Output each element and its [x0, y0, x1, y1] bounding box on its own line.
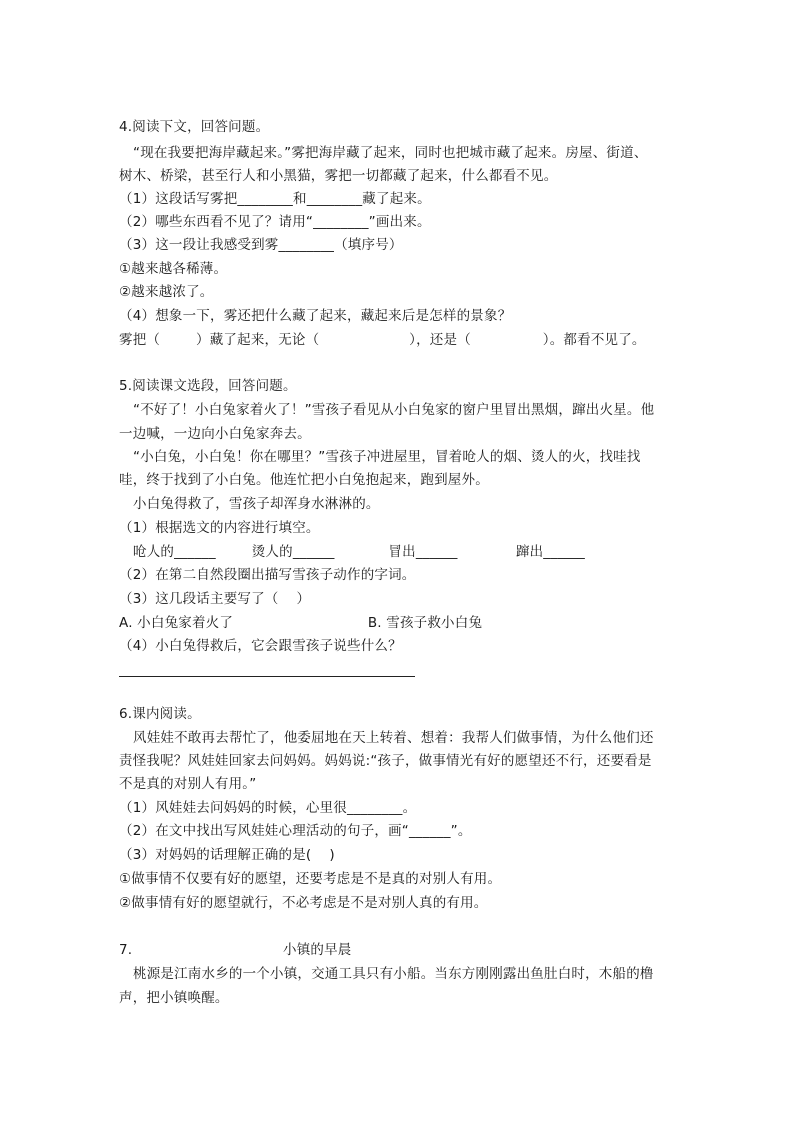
q5-subquestion-4: （4）小白兔得救后，它会跟雪孩子说些什么？ [119, 638, 402, 654]
q6-passage-line2: 责怪我呢？风娃娃回家去问妈妈。妈妈说:“孩子，做事情光有好的愿望还不行，还要看是 [119, 753, 652, 769]
q6-title: 6.课内阅读。 [119, 706, 201, 722]
q4-fill-sentence: 雾把（ ）藏了起来，无论（ ），还是（ ）。都看不见了。 [119, 332, 646, 348]
q4-passage-line1: “现在我要把海岸藏起来。”雾把海岸藏了起来，同时也把城市藏了起来。房屋、街道、 [133, 145, 648, 161]
q5-subquestion-2: （2）在第二自然段圈出描写雪孩子动作的字词。 [119, 567, 416, 583]
q6-subquestion-2: （2）在文中找出写风娃娃心理活动的句子，画“______”。 [119, 823, 472, 839]
q7-passage-line1: 桃源是江南水乡的一个小镇，交通工具只有小船。当东方刚刚露出鱼肚白时，木船的橹 [133, 966, 654, 982]
q4-subquestion-2: （2）哪些东西看不见了？请用“________”画出来。 [119, 214, 431, 230]
q5-title: 5.阅读课文选段，回答问题。 [119, 378, 297, 394]
q4-subquestion-3: （3）这一段让我感受到雾________（填序号） [119, 237, 403, 253]
q5-subquestion-3: （3）这几段话主要写了（ ） [119, 591, 311, 607]
q5-passage-line2: 一边喊，一边向小白兔家奔去。 [119, 426, 311, 442]
q5-subquestion-1: （1）根据选文的内容进行填空。 [119, 520, 320, 536]
q7-number: 7. [119, 942, 133, 958]
q4-passage-line2: 树木、桥梁，甚至行人和小黑猫，雾把一切都藏了起来，什么都看不见。 [119, 168, 558, 184]
q6-option-1: ①做事情不仅要有好的愿望，还要考虑是不是真的对别人有用。 [119, 871, 502, 887]
q4-option-1: ①越来越各稀薄。 [119, 261, 228, 277]
q7-title: 小镇的早晨 [283, 942, 352, 958]
q4-option-2: ②越来越浓了。 [119, 284, 214, 300]
q6-option-2: ②做事情有好的愿望就行，不必考虑是不是对别人真的有用。 [119, 895, 488, 911]
q5-passage-line3: “小白兔，小白兔！你在哪里？”雪孩子冲进屋里，冒着呛人的烟、烫人的火，找哇找 [133, 449, 641, 465]
q5-options: A. 小白兔家着火了 B. 雪孩子救小白兔 [119, 615, 483, 631]
q5-fill-blanks: 呛人的______ 烫人的______ 冒出______ 蹿出______ [133, 544, 586, 560]
q4-subquestion-1: （1）这段话写雾把________和________藏了起来。 [119, 191, 431, 207]
q6-passage-line1: 风娃娃不敢再去帮忙了，他委屈地在天上转着、想着：我帮人们做事情，为什么他们还 [133, 730, 654, 746]
q6-subquestion-1: （1）风娃娃去问妈妈的时候，心里很________。 [119, 800, 417, 816]
q5-passage-line5: 小白兔得救了，雪孩子却浑身水淋淋的。 [133, 496, 380, 512]
q4-subquestion-4: （4）想象一下，雾还把什么藏了起来，藏起来后是怎样的景象？ [119, 308, 512, 324]
q6-passage-line3: 不是真的对别人有用。” [119, 776, 257, 792]
q5-passage-line4: 哇，终于找到了小白兔。他连忙把小白兔抱起来，跑到屋外。 [119, 472, 489, 488]
q4-title: 4.阅读下文，回答问题。 [119, 119, 270, 135]
q7-passage-line2: 声，把小镇唤醒。 [119, 990, 229, 1006]
answer-line [119, 676, 415, 677]
q6-subquestion-3: （3）对妈妈的话理解正确的是( ) [119, 847, 335, 863]
q5-passage-line1: “不好了！小白兔家着火了！”雪孩子看见从小白兔家的窗户里冒出黑烟，蹿出火星。他 [133, 402, 655, 418]
